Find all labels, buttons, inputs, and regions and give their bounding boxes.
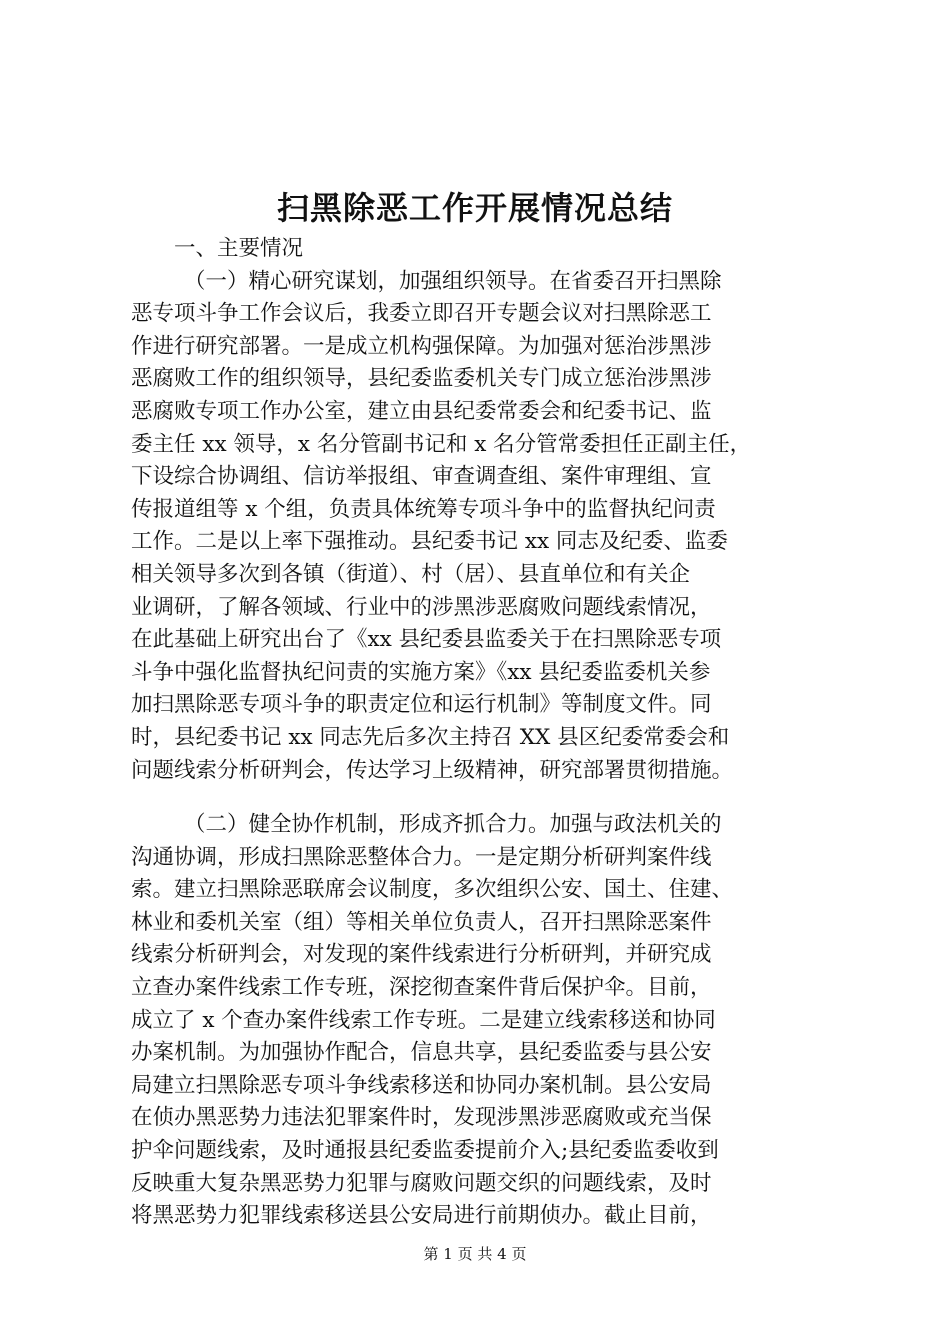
paragraph-line: 恶腐败专项工作办公室，建立由县纪委常委会和纪委书记、监 bbox=[131, 398, 712, 424]
paragraph-line: 将黑恶势力犯罪线索移送县公安局进行前期侦办。截止目前， bbox=[131, 1203, 712, 1229]
paragraph-line: 沟通协调，形成扫黑除恶整体合力。一是定期分析研判案件线 bbox=[131, 844, 712, 870]
paragraph-1 bbox=[131, 266, 851, 788]
document-title: 扫黑除恶工作开展情况总结 bbox=[276, 189, 673, 227]
paragraph-line: 林业和委机关室（组）等相关单位负责人，召开扫黑除恶案件 bbox=[131, 909, 712, 935]
paragraph-line: 恶专项斗争工作会议后，我委立即召开专题会议对扫黑除恶工 bbox=[131, 301, 712, 327]
paragraph-line: （一）精心研究谋划，加强组织领导。在省委召开扫黑除 bbox=[184, 268, 722, 294]
paragraph-2 bbox=[131, 809, 851, 1233]
paragraph-line: 相关领导多次到各镇（街道）、村（居）、县直单位和有关企 bbox=[131, 561, 691, 587]
paragraph-line: 业调研，了解各领域、行业中的涉黑涉恶腐败问题线索情况， bbox=[131, 594, 712, 620]
paragraph-line: 在此基础上研究出台了《xx 县纪委县监委关于在扫黑除恶专项 bbox=[131, 627, 722, 653]
paragraph-line: （二）健全协作机制，形成齐抓合力。加强与政法机关的 bbox=[184, 812, 722, 838]
section-heading: 一、主要情况 bbox=[174, 236, 304, 261]
paragraph-line: 工作。二是以上率下强推动。县纪委书记 xx 同志及纪委、监委 bbox=[131, 529, 728, 555]
paragraph-line: 线索分析研判会，对发现的案件线索进行分析研判，并研究成 bbox=[131, 942, 712, 968]
paragraph-line: 护伞问题线索，及时通报县纪委监委提前介入;县纪委监委收到 bbox=[131, 1138, 719, 1164]
paragraph-line: 时，县纪委书记 xx 同志先后多次主持召 XX 县区纪委常委会和 bbox=[131, 724, 730, 750]
document-body bbox=[131, 233, 851, 1233]
paragraph-line: 斗争中强化监督执纪问责的实施方案》《xx 县纪委监委机关参 bbox=[131, 659, 711, 685]
paragraph-line: 下设综合协调组、信访举报组、审查调查组、案件审理组、宣 bbox=[131, 464, 712, 490]
paragraph-line: 委主任 xx 领导，x 名分管副书记和 x 名分管常委担任正副主任， bbox=[131, 431, 752, 457]
page-number-footer: 第 1 页 共 4 页 bbox=[423, 1245, 527, 1263]
paragraph-gap bbox=[131, 787, 851, 809]
paragraph-line: 立查办案件线索工作专班，深挖彻查案件背后保护伞。目前， bbox=[131, 975, 712, 1001]
paragraph-line: 作进行研究部署。一是成立机构强保障。为加强对惩治涉黑涉 bbox=[131, 333, 712, 359]
paragraph-line: 问题线索分析研判会，传达学习上级精神，研究部署贯彻措施。 bbox=[131, 757, 734, 783]
paragraph-line: 加扫黑除恶专项斗争的职责定位和运行机制》等制度文件。同 bbox=[131, 692, 712, 718]
paragraph-line: 传报道组等 x 个组，负责具体统筹专项斗争中的监督执纪问责 bbox=[131, 496, 716, 522]
paragraph-line: 反映重大复杂黑恶势力犯罪与腐败问题交织的问题线索，及时 bbox=[131, 1170, 712, 1196]
paragraph-line: 局建立扫黑除恶专项斗争线索移送和协同办案机制。县公安局 bbox=[131, 1072, 712, 1098]
paragraph-line: 在侦办黑恶势力违法犯罪案件时，发现涉黑涉恶腐败或充当保 bbox=[131, 1105, 712, 1131]
paragraph-line: 索。建立扫黑除恶联席会议制度，多次组织公安、国土、住建、 bbox=[131, 877, 734, 903]
paragraph-line: 成立了 x 个查办案件线索工作专班。二是建立线索移送和协同 bbox=[131, 1007, 716, 1033]
paragraph-line: 恶腐败工作的组织领导，县纪委监委机关专门成立惩治涉黑涉 bbox=[131, 366, 712, 392]
paragraph-line: 办案机制。为加强协作配合，信息共享，县纪委监委与县公安 bbox=[131, 1040, 712, 1066]
